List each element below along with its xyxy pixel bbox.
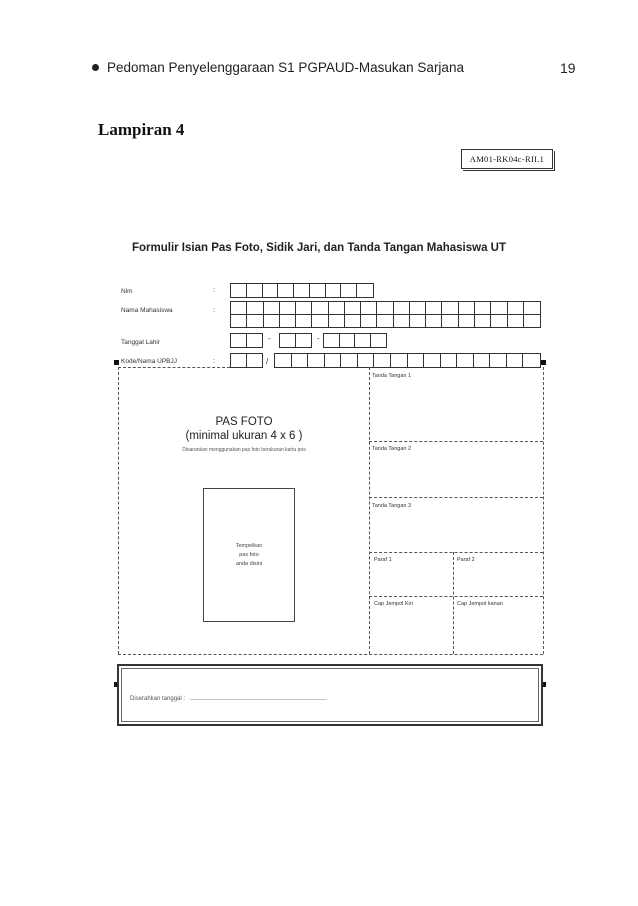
tanggal-label: Tanggal Lahir (121, 339, 161, 346)
bullet-icon (92, 64, 99, 71)
signature-3-line (369, 552, 543, 553)
header-title: Pedoman Penyelenggaraan S1 PGPAUD-Masukan Sarjana (107, 60, 464, 75)
corner-marker-top-left (114, 360, 119, 365)
signature-3-label: Tanda Tangan 3 (372, 503, 412, 509)
kode-upbjj-boxes[interactable] (230, 353, 263, 368)
tanggal-month-boxes[interactable] (279, 333, 312, 348)
signature-1-label: Tanda Tangan 1 (372, 373, 412, 379)
cap-jempol-kanan-label: Cap Jempol kanan (457, 601, 503, 607)
page-number: 19 (560, 60, 576, 76)
frame-divider (369, 367, 370, 654)
frame-left (118, 367, 119, 654)
nim-colon: : (213, 287, 215, 294)
submission-date-line[interactable]: ________________________________________________ (190, 694, 327, 700)
date-separator-2: - (317, 334, 320, 343)
submission-date-label: Diserahkan tanggal : (130, 696, 186, 702)
appendix-title: Lampiran 4 (98, 120, 185, 139)
photo-placeholder-line2: pas foto (239, 552, 259, 558)
document-header (92, 60, 464, 75)
nama-label: Nama Mahasiswa (121, 307, 173, 314)
nama-input-row2[interactable] (230, 314, 541, 328)
signature-2-line (369, 497, 543, 498)
doc-code-box: AM01-RK04c-RII.1 (461, 149, 553, 169)
kode-label: Kode/Nama UPBJJ (121, 358, 177, 365)
nim-input-boxes[interactable] (230, 283, 374, 298)
photo-placeholder-line3: anda disini (235, 561, 263, 567)
pas-foto-title: PAS FOTO (215, 416, 273, 428)
tanggal-day-boxes[interactable] (230, 333, 263, 348)
frame-right (543, 367, 544, 654)
pas-foto-hint: Disarankan menggunakan pas foto berukuran kartu pos (182, 447, 306, 453)
date-separator-1: - (268, 334, 271, 343)
nama-input-row1[interactable] (230, 301, 541, 315)
cap-jempol-kiri-label: Cap Jempol Kiri (374, 601, 413, 607)
paraf-divider (453, 552, 454, 654)
kode-separator: / (266, 357, 269, 366)
paraf-2-label: Paraf 2 (457, 557, 475, 563)
kode-colon: : (213, 358, 215, 365)
tanggal-year-boxes[interactable] (323, 333, 387, 348)
corner-marker-top-right (541, 360, 546, 365)
frame-top-left (118, 367, 230, 368)
form-title: Formulir Isian Pas Foto, Sidik Jari, dan Tanda Tangan Mahasiswa UT (131, 242, 507, 254)
nim-label: Nim (121, 288, 133, 295)
submission-box-inner (121, 668, 539, 722)
photo-placeholder-line1: Tempelkan (235, 543, 263, 549)
paraf-line (369, 596, 543, 597)
frame-bottom (118, 654, 543, 655)
signature-2-label: Tanda Tangan 2 (372, 446, 412, 452)
nama-colon: : (213, 307, 215, 314)
paraf-1-label: Paraf 1 (374, 557, 392, 563)
signature-1-line (369, 441, 543, 442)
nama-upbjj-boxes[interactable] (274, 353, 541, 368)
pas-foto-size: (minimal ukuran 4 x 6 ) (185, 430, 303, 442)
